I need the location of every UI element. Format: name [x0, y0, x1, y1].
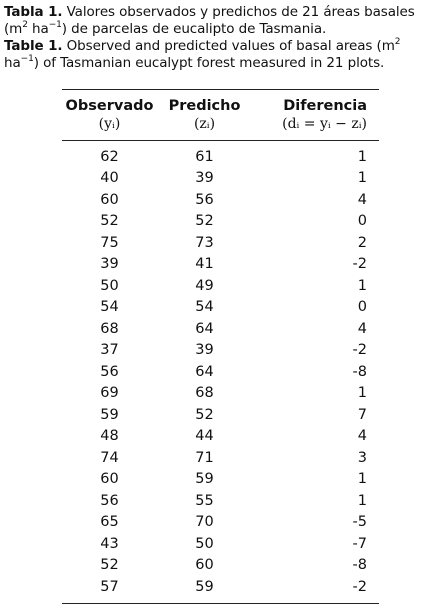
- table-body: [62, 141, 379, 604]
- table-row: [62, 211, 379, 233]
- table-row: [62, 361, 379, 383]
- table-row: [62, 576, 379, 603]
- cell-observed: 54: [100, 299, 119, 316]
- cell-observed: 60: [100, 471, 119, 488]
- cell-observed: 75: [100, 234, 119, 251]
- cell-observed: 43: [100, 535, 119, 552]
- cell-observed: 52: [100, 213, 119, 230]
- cell-observed: 52: [100, 557, 119, 574]
- table-row: [62, 168, 379, 190]
- cell-difference: -2: [352, 256, 367, 273]
- cell-difference: 4: [357, 191, 367, 208]
- cell-observed: 69: [100, 385, 119, 402]
- cell-difference: 1: [357, 471, 367, 488]
- data-table: [62, 89, 379, 604]
- cell-predicted: 39: [195, 170, 214, 187]
- cell-predicted: 50: [195, 535, 214, 552]
- cell-difference: -8: [352, 363, 367, 380]
- cell-difference: 1: [357, 492, 367, 509]
- cell-observed: 60: [100, 191, 119, 208]
- cell-observed: 62: [62, 141, 157, 168]
- header-difference: Diferencia: [283, 98, 367, 114]
- caption-en-sup1: 2: [394, 37, 401, 47]
- table-caption: [4, 4, 434, 72]
- symbol-predicted: (zᵢ): [193, 116, 216, 132]
- cell-difference: 3: [357, 449, 367, 466]
- cell-difference: 0: [357, 213, 367, 230]
- cell-observed: 59: [100, 406, 119, 423]
- cell-predicted: 61: [157, 141, 252, 168]
- cell-predicted: 71: [195, 449, 214, 466]
- caption-es-text-b: ha: [27, 21, 49, 37]
- cell-predicted: 64: [195, 363, 214, 380]
- caption-es-label: Tabla 1.: [4, 4, 63, 20]
- table-row: [62, 447, 379, 469]
- cell-observed: 68: [100, 320, 119, 337]
- table-row: [62, 340, 379, 362]
- cell-difference: 2: [357, 234, 367, 251]
- cell-observed: 56: [100, 363, 119, 380]
- caption-en-text-a: Observed and predicted values of basal areas (m: [62, 38, 395, 54]
- cell-predicted: 55: [195, 492, 214, 509]
- symbol-row: [62, 115, 379, 141]
- caption-spanish: [4, 4, 434, 38]
- caption-es-text-a: Valores observados y predichos de 21 áreas basales (m: [4, 4, 415, 37]
- cell-difference: 0: [357, 299, 367, 316]
- caption-english: [4, 38, 434, 72]
- cell-difference: 4: [357, 428, 367, 445]
- cell-difference: 1: [252, 141, 379, 168]
- table-row: [62, 383, 379, 405]
- cell-observed: 39: [100, 256, 119, 273]
- cell-predicted: 39: [195, 342, 214, 359]
- table-row: [62, 318, 379, 340]
- cell-difference: -2: [352, 342, 367, 359]
- cell-predicted: 41: [195, 256, 214, 273]
- cell-difference: -5: [352, 514, 367, 531]
- cell-difference: 7: [357, 406, 367, 423]
- caption-en-label: Table 1.: [4, 38, 63, 54]
- caption-en-text-c: ) of Tasmanian eucalypt forest measured in 21 plots.: [33, 55, 385, 71]
- header-observed: Observado: [65, 98, 154, 114]
- cell-predicted: 64: [195, 320, 214, 337]
- cell-predicted: 44: [195, 428, 214, 445]
- header-predicted: Predicho: [168, 98, 241, 114]
- cell-difference: -8: [352, 557, 367, 574]
- cell-difference: 1: [357, 170, 367, 187]
- cell-observed: 65: [100, 514, 119, 531]
- cell-observed: 57: [62, 576, 157, 603]
- cell-difference: 1: [357, 385, 367, 402]
- cell-predicted: 68: [195, 385, 214, 402]
- cell-observed: 50: [100, 277, 119, 294]
- table-row: [62, 533, 379, 555]
- cell-observed: 37: [100, 342, 119, 359]
- cell-predicted: 70: [195, 514, 214, 531]
- cell-observed: 74: [100, 449, 119, 466]
- symbol-difference: (dᵢ = yᵢ − zᵢ): [282, 116, 367, 132]
- caption-en-sup2: −1: [20, 54, 34, 64]
- cell-difference: 4: [357, 320, 367, 337]
- cell-predicted: 54: [195, 299, 214, 316]
- table-row: [62, 469, 379, 491]
- cell-predicted: 49: [195, 277, 214, 294]
- cell-difference: -2: [252, 576, 379, 603]
- table-row: [62, 404, 379, 426]
- cell-predicted: 59: [157, 576, 252, 603]
- table-row: [62, 555, 379, 577]
- cell-observed: 56: [100, 492, 119, 509]
- cell-predicted: 60: [195, 557, 214, 574]
- cell-predicted: 52: [195, 213, 214, 230]
- cell-predicted: 56: [195, 191, 214, 208]
- caption-es-sup2: −1: [48, 20, 62, 30]
- cell-observed: 48: [100, 428, 119, 445]
- header-row: [62, 90, 379, 116]
- caption-en-text-b: ha: [4, 55, 21, 71]
- table-row: [62, 232, 379, 254]
- table-row: [62, 254, 379, 276]
- table-row: [62, 426, 379, 448]
- cell-difference: 1: [357, 277, 367, 294]
- cell-observed: 40: [100, 170, 119, 187]
- table-row: [62, 297, 379, 319]
- caption-es-sup1: 2: [22, 20, 28, 30]
- cell-difference: -7: [352, 535, 367, 552]
- table-row: [62, 275, 379, 297]
- table-row: [62, 512, 379, 534]
- table-row: [62, 141, 379, 168]
- cell-predicted: 59: [195, 471, 214, 488]
- symbol-observed: (yᵢ): [98, 116, 121, 132]
- table-row: [62, 189, 379, 211]
- cell-predicted: 73: [195, 234, 214, 251]
- caption-es-text-c: ) de parcelas de eucalipto de Tasmania.: [61, 21, 327, 37]
- table-row: [62, 490, 379, 512]
- cell-predicted: 52: [195, 406, 214, 423]
